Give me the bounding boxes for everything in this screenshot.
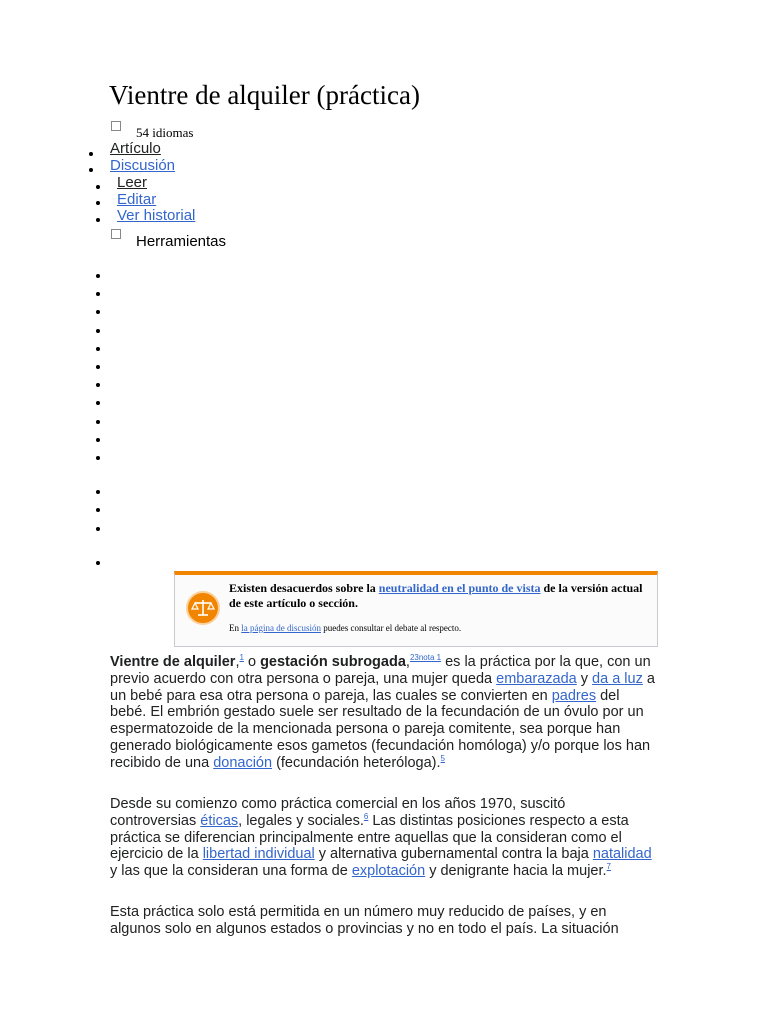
page-title: Vientre de alquiler (práctica) <box>109 80 420 110</box>
talk-page-link[interactable]: la página de discusión <box>241 623 321 633</box>
bullet <box>96 490 100 494</box>
bold-term: Vientre de alquiler <box>110 654 236 670</box>
bullet <box>89 152 93 156</box>
notice-text: de la versión actual de este artículo o sección. <box>229 581 643 610</box>
reference-link[interactable]: 7 <box>606 862 611 872</box>
tab-article[interactable]: Artículo <box>110 140 161 157</box>
notice-subtext <box>229 623 649 633</box>
text: es la práctica por la que, con un previo acuerdo con otra persona o pareja, una mujer queda <box>110 654 651 687</box>
text: a un bebé para esa otra persona o pareja, las cuales se convierten en <box>110 670 655 704</box>
bullet <box>96 383 100 387</box>
language-toggle-checkbox[interactable] <box>111 121 121 131</box>
bullet <box>96 508 100 512</box>
article-paragraph-1: Vientre de alquiler,$^1$ o gestación subrogada,$^{23nota 1}$ es la práctica por la que, con un previo acuerdo con otra persona o pareja, una mujer queda embarazada y da a luz a un bebé para esa otra persona o pareja, las cuales se convierten en padres del bebé. El embrión gestado suele ser resultado de la fecundación de un óvulo por un espermatozoide de la mencionada persona o pareja comitente, sea porque han generado biológicamente esos gametos (fecundación homóloga) y/o porque los han recibido de una donación (fecundación heteróloga).$^5$ <box>110 653 655 771</box>
reference-link[interactable]: 5 <box>440 753 445 763</box>
notice-subtext-part: puedes consultar el debate al respecto. <box>323 623 462 633</box>
text: Las distintas posiciones respecto a esta práctica se diferencian principalmente entre aquellas que la consideran como el ejercicio de la <box>110 812 629 863</box>
link-embarazada[interactable]: embarazada <box>496 670 577 687</box>
bullet <box>96 274 100 278</box>
tab-edit[interactable]: Editar <box>117 191 157 208</box>
bullet <box>96 527 100 531</box>
text: (fecundación heteróloga). <box>272 754 441 771</box>
bullet <box>96 561 100 565</box>
text: , legales y sociales. <box>238 812 364 829</box>
bullet <box>96 347 100 351</box>
text: y denigrante hacia la mujer. <box>425 863 607 880</box>
tab-discussion[interactable]: Discusión <box>110 157 176 174</box>
link-da-a-luz[interactable]: da a luz <box>592 670 643 687</box>
link-padres[interactable]: padres <box>551 687 597 704</box>
notice-subtext-part: En <box>229 623 239 633</box>
bullet <box>89 168 93 172</box>
bullet <box>96 329 100 333</box>
tab-view-history[interactable]: Ver historial <box>117 207 196 224</box>
article-paragraph-3 <box>110 904 655 938</box>
bullet <box>96 420 100 424</box>
link-natalidad[interactable]: natalidad <box>592 846 652 863</box>
text: y <box>576 670 593 687</box>
bullet <box>96 401 100 405</box>
npov-link[interactable]: neutralidad en el punto de vista <box>378 581 541 595</box>
bullet <box>96 456 100 460</box>
reference-link[interactable]: 6 <box>363 811 369 821</box>
tools-label[interactable]: Herramientas <box>136 233 227 250</box>
notice-text: Existen desacuerdos sobre la <box>229 581 376 595</box>
bold-term: gestación subrogada <box>260 654 406 670</box>
link-eticas[interactable]: éticas <box>200 812 239 829</box>
text: y las que la consideran una forma de <box>110 863 352 880</box>
bullet <box>96 201 100 205</box>
tab-read[interactable]: Leer <box>117 174 148 191</box>
neutrality-notice <box>174 571 658 647</box>
reference-link[interactable]: 1 <box>239 653 244 663</box>
text: y alternativa gubernamental contra la baja <box>314 846 593 863</box>
text: del bebé. El embrión gestado suele ser resultado de la fecundación de un óvulo por un espermatozoide de la mencionada persona o pareja comitente, sea porque han generado biológicamente esos gametos (fecundación homóloga) y/o porque los han recibido de una <box>110 687 651 771</box>
article-paragraph-2 <box>110 796 655 880</box>
link-libertad-individual[interactable]: libertad individual <box>202 846 315 863</box>
scales-icon <box>186 591 220 625</box>
reference-link[interactable]: 23nota 1 <box>409 653 442 663</box>
bullet <box>96 365 100 369</box>
link-donacion[interactable]: donación <box>213 754 273 771</box>
notice-message <box>229 581 649 611</box>
bullet <box>96 438 100 442</box>
text: Esta práctica solo está permitida en un número muy reducido de países, y en algunos solo en algunos estados o provincias y no en todo el país. La situación <box>110 904 619 937</box>
bullet <box>96 185 100 189</box>
link-explotacion[interactable]: explotación <box>351 863 426 880</box>
tools-toggle-checkbox[interactable] <box>111 229 121 239</box>
languages-label[interactable]: 54 idiomas <box>136 125 194 140</box>
text: o <box>243 654 261 670</box>
bullet <box>96 292 100 296</box>
text: Desde su comienzo como práctica comercial en los años 1970, suscitó controversias <box>110 796 566 829</box>
bullet <box>96 218 100 222</box>
bullet <box>96 310 100 314</box>
